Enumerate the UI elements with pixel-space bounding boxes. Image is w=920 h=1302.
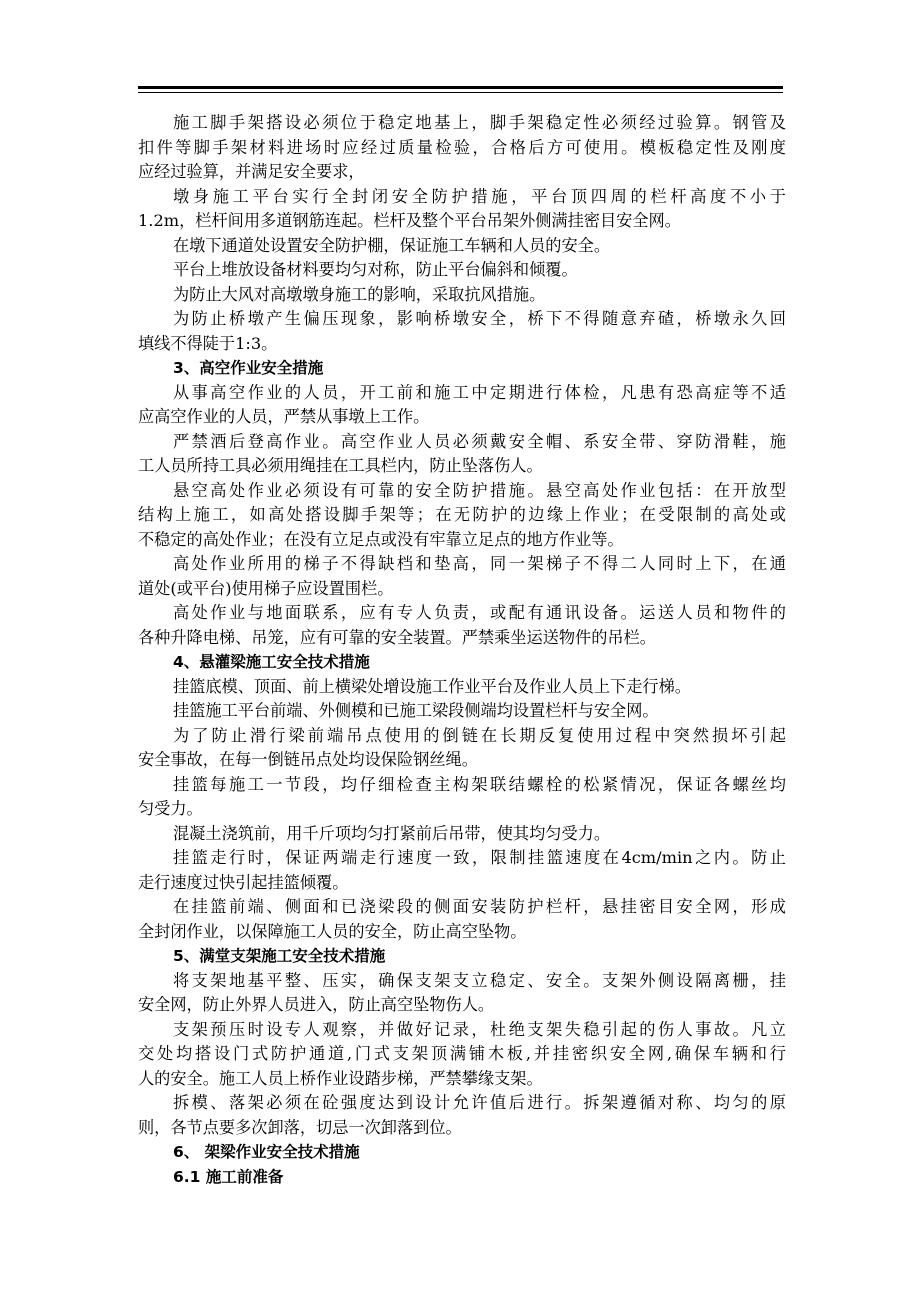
paragraph-line: 全封闭作业，以保障施工人员的安全，防止高空坠物。 — [138, 921, 527, 941]
paragraph-line: 从事高空作业的人员，开工前和施工中定期进行体检，凡患有恐高症等不适 — [173, 382, 786, 402]
paragraph-line: 在挂篮前端、侧面和已浇梁段的侧面安装防护栏杆，悬挂密目安全网，形成 — [173, 897, 786, 916]
paragraph-line: 应高空作业的人员，严禁从事墩上工作。 — [138, 407, 430, 426]
paragraph-line: 严禁酒后登高作业。高空作业人员必须戴安全帽、系安全带、穿防滑鞋，施 — [173, 431, 786, 451]
paragraph-line: 在墩下通道处设置安全防护棚，保证施工车辆和人员的安全。 — [173, 235, 611, 255]
paragraph-line: 人的安全。施工人员上桥作业设踏步梯，严禁攀缘支架。 — [138, 1068, 543, 1088]
header-rule-thick — [138, 86, 783, 89]
paragraph-line: 匀受力。 — [138, 799, 203, 818]
paragraph-line: 应经过验算，并满足安全要求， — [138, 162, 365, 181]
paragraph-line: 为了防止滑行梁前端吊点使用的倒链在长期反复使用过程中突然损坏引起 — [173, 725, 786, 745]
paragraph-line: 交处均搭设门式防护通道,门式支架顶满铺木板,并挂密织安全网,确保车辆和行 — [138, 1044, 786, 1063]
section-heading: 3、高空作业安全措施 — [173, 359, 324, 377]
paragraph-line: 悬空高处作业必须设有可靠的安全防护措施。悬空高处作业包括：在开放型 — [173, 480, 786, 500]
paragraph-line: 拆模、落架必须在砼强度达到设计允许值后进行。拆架遵循对称、均匀的原 — [173, 1093, 786, 1112]
paragraph-line: 挂篮底模、顶面、前上横梁处增设施工作业平台及作业人员上下走行梯。 — [173, 676, 691, 696]
paragraph-line: 扣件等脚手架材料进场时应经过质量检验，合格后方可使用。模板稳定性及刚度 — [138, 137, 786, 157]
paragraph-line: 平台上堆放设备材料要均匀对称，防止平台偏斜和倾覆。 — [173, 260, 578, 279]
paragraph-line: 安全事故，在每一倒链吊点处均设保险钢丝绳。 — [138, 750, 478, 769]
paragraph-line: 工人员所持工具必须用绳挂在工具栏内，防止坠落伤人。 — [138, 456, 543, 475]
paragraph-line: 挂篮每施工一节段，均仔细检查主构架联结螺栓的松紧情况，保证各螺丝均 — [173, 774, 786, 794]
paragraph-line: 为防止大风对高墩墩身施工的影响，采取抗风措施。 — [173, 284, 546, 304]
section-heading: 6、 架梁作业安全技术措施 — [173, 1143, 360, 1161]
paragraph-line: 高处作业所用的梯子不得缺档和垫高，同一架梯子不得二人同时上下，在通 — [173, 554, 786, 573]
paragraph-line: 将支架地基平整、压实，确保支架支立稳定、安全。支架外侧设隔离栅，挂 — [173, 970, 786, 990]
section-heading: 5、满堂支架施工安全技术措施 — [173, 947, 386, 965]
paragraph-line: 墩身施工平台实行全封闭安全防护措施，平台顶四周的栏杆高度不小于 — [173, 186, 786, 206]
header-rule-thin — [138, 92, 783, 93]
section-heading: 4、悬灌梁施工安全技术措施 — [173, 653, 370, 671]
paragraph-line: 挂篮施工平台前端、外侧模和已施工梁段侧端均设置栏杆与安全网。 — [173, 701, 659, 720]
paragraph-line: 高处作业与地面联系，应有专人负责，或配有通讯设备。运送人员和物件的 — [173, 603, 786, 622]
paragraph-line: 为防止桥墩产生偏压现象，影响桥墩安全，桥下不得随意弃碴，桥墩永久回 — [173, 309, 786, 328]
paragraph-line: 安全网，防止外界人员进入，防止高空坠物伤人。 — [138, 995, 495, 1014]
paragraph-line: 填线不得陡于1:3。 — [138, 333, 278, 353]
paragraph-line: 则，各节点要多次卸落，切忌一次卸落到位。 — [138, 1117, 462, 1137]
section-heading: 6.1 施工前准备 — [173, 1167, 284, 1186]
paragraph-line: 挂篮走行时，保证两端走行速度一致，限制挂篮速度在4cm/min之内。防止 — [173, 848, 786, 867]
paragraph-line: 1.2m，栏杆间用多道钢筋连起。栏杆及整个平台吊架外侧满挂密目安全网。 — [138, 211, 681, 230]
paragraph-line: 施工脚手架搭设必须位于稳定地基上，脚手架稳定性必须经过验算。钢管及 — [173, 113, 786, 132]
paragraph-line: 结构上施工，如高处搭设脚手架等；在无防护的边缘上作业；在受限制的高处或 — [138, 505, 786, 524]
paragraph-line: 走行速度过快引起挂篮倾覆。 — [138, 872, 349, 892]
document-body — [138, 111, 786, 1189]
paragraph-line: 道处(或平台)使用梯子应设置围栏。 — [138, 578, 394, 598]
paragraph-line: 不稳定的高处作业；在没有立足点或没有牢靠立足点的地方作业等。 — [138, 529, 624, 549]
paragraph-line: 支架预压时设专人观察，并做好记录，杜绝支架失稳引起的伤人事故。凡立 — [173, 1019, 786, 1039]
paragraph-line: 各种升降电梯、吊笼，应有可靠的安全装置。严禁乘坐运送物件的吊栏。 — [138, 627, 656, 647]
paragraph-line: 混凝土浇筑前，用千斤项均匀打紧前后吊带，使其均匀受力。 — [173, 823, 611, 843]
